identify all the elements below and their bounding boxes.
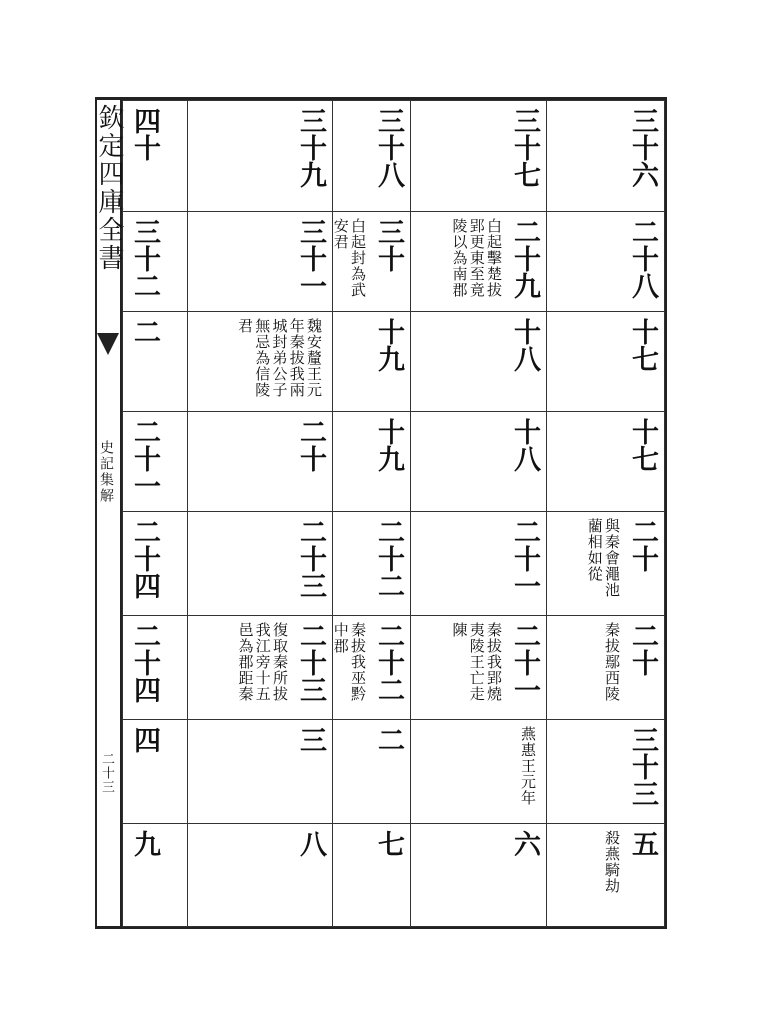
table-cell-c1	[547, 101, 665, 212]
table-cell-c4	[188, 412, 333, 512]
table-row	[123, 824, 665, 927]
year-number: 三十三	[627, 726, 658, 807]
table-row	[123, 412, 665, 512]
table-cell-c3	[333, 101, 411, 212]
year-number: 二十一	[129, 418, 160, 499]
table-cell-c1	[547, 512, 665, 616]
table-cell-c3	[333, 412, 411, 512]
year-number: 十八	[509, 418, 540, 472]
table-cell-c2	[411, 412, 547, 512]
year-number: 四十	[129, 107, 160, 161]
table-row	[123, 101, 665, 212]
year-number: 七	[373, 830, 404, 857]
year-number: 十九	[373, 318, 404, 372]
year-number: 五	[627, 830, 658, 857]
year-number: 二十四	[129, 622, 160, 703]
year-number: 三十一	[295, 218, 326, 299]
table-cell-c5	[123, 412, 188, 512]
event-note: 殺燕騎劫	[603, 830, 621, 894]
year-number: 二	[129, 318, 160, 345]
event-note: 燕惠王元年	[519, 726, 537, 806]
table-cell-c3	[333, 824, 411, 927]
table-cell-c4	[188, 512, 333, 616]
table-cell-c3	[333, 212, 411, 312]
table-cell-c2	[411, 212, 547, 312]
table-cell-c2	[411, 616, 547, 720]
table-cell-c4	[188, 720, 333, 824]
year-number: 二十三	[295, 622, 326, 703]
year-number: 十八	[509, 318, 540, 372]
year-number: 二十一	[509, 622, 540, 703]
table-cell-c2	[411, 824, 547, 927]
table-row	[123, 312, 665, 412]
year-number: 四	[129, 726, 160, 753]
year-number: 二十四	[129, 518, 160, 599]
event-note: 白起擊楚拔郢更東至竟陵以為南郡	[450, 218, 503, 298]
table-cell-c5	[123, 720, 188, 824]
page-number: 二十三	[99, 752, 114, 794]
year-number: 十七	[627, 418, 658, 472]
table-row	[123, 212, 665, 312]
table-row	[123, 720, 665, 824]
table-cell-c2	[411, 720, 547, 824]
table-cell-c5	[123, 312, 188, 412]
year-number: 六	[509, 830, 540, 857]
table-cell-c3	[333, 616, 411, 720]
year-number: 十七	[627, 318, 658, 372]
year-number: 十九	[373, 418, 404, 472]
table-cell-c1	[547, 212, 665, 312]
year-number: 九	[129, 830, 160, 857]
year-number: 二十三	[295, 518, 326, 599]
event-note: 秦拔鄢西陵	[603, 622, 621, 702]
table-cell-c3	[333, 312, 411, 412]
year-number: 三十八	[373, 107, 404, 188]
year-number: 二十二	[373, 622, 404, 703]
year-number: 二十八	[627, 218, 658, 299]
table-cell-c1	[547, 616, 665, 720]
table-cell-c5	[123, 824, 188, 927]
year-number: 二十	[627, 518, 658, 572]
table-cell-c5	[123, 616, 188, 720]
year-number: 三十六	[627, 107, 658, 188]
year-number: 二十二	[373, 518, 404, 599]
table-cell-c3	[333, 720, 411, 824]
year-number: 三	[295, 726, 326, 753]
table-cell-c3	[333, 512, 411, 616]
year-number: 三十二	[129, 218, 160, 299]
event-note: 魏安釐王元年秦拔我兩城封弟公子無忌為信陵君	[236, 318, 323, 398]
table-cell-c4	[188, 616, 333, 720]
chronology-table	[122, 100, 664, 926]
year-number: 二十	[295, 418, 326, 472]
table-cell-c4	[188, 212, 333, 312]
year-number: 二十一	[509, 518, 540, 599]
year-number: 八	[295, 830, 326, 857]
year-number: 三十	[373, 218, 404, 272]
event-note: 與秦會澠池藺相如從	[585, 518, 621, 598]
table-cell-c2	[411, 101, 547, 212]
event-note: 秦拔我巫黔中郡	[331, 622, 367, 702]
event-note: 秦拔我郢燒夷陵王亡走陳	[450, 622, 503, 702]
table-cell-c4	[188, 824, 333, 927]
table-cell-c2	[411, 512, 547, 616]
year-number: 二	[373, 726, 404, 753]
book-series-title: 欽定四庫全書	[94, 104, 124, 272]
table-cell-c5	[123, 212, 188, 312]
table-row	[123, 512, 665, 616]
table-cell-c5	[123, 512, 188, 616]
table-cell-c1	[547, 412, 665, 512]
table-row	[123, 616, 665, 720]
event-note: 復取秦所拔我江旁十五邑為郡距秦	[236, 622, 289, 702]
year-number: 三十九	[295, 107, 326, 188]
book-title: 史記集解	[98, 440, 114, 504]
year-number: 二十九	[509, 218, 540, 299]
event-note: 白起封為武安君	[331, 218, 367, 298]
table-cell-c1	[547, 312, 665, 412]
table-cell-c4	[188, 101, 333, 212]
year-number: 三十七	[509, 107, 540, 188]
table-cell-c1	[547, 720, 665, 824]
table-cell-c2	[411, 312, 547, 412]
year-number: 二十	[627, 622, 658, 676]
table-cell-c1	[547, 824, 665, 927]
table-cell-c4	[188, 312, 333, 412]
table-cell-c5	[123, 101, 188, 212]
